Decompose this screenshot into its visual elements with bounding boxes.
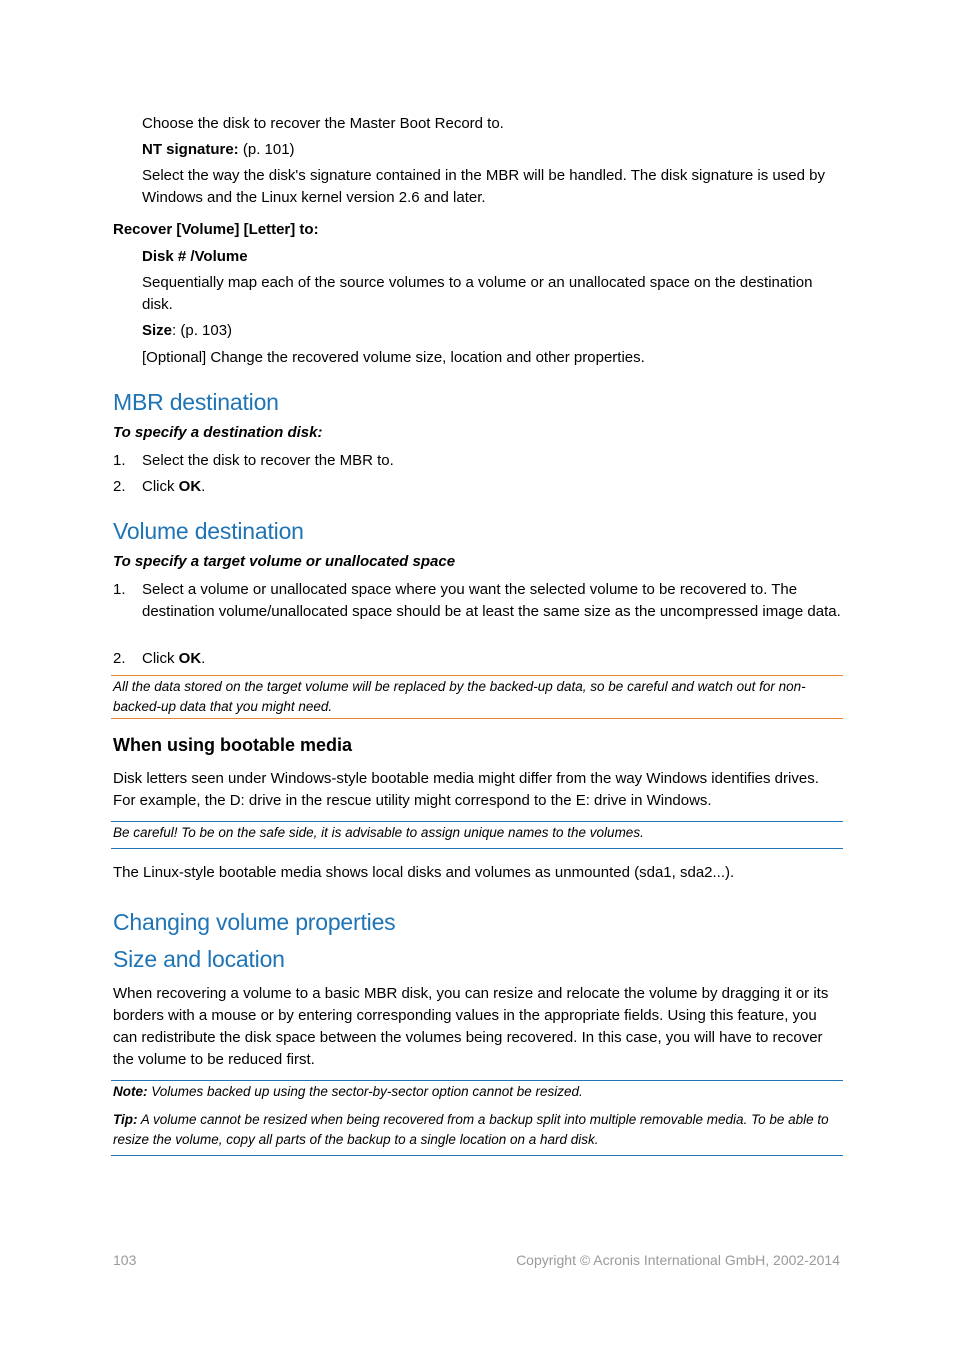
volume-destination-title: Volume destination: [113, 518, 304, 544]
nt-signature-line: [142, 139, 842, 161]
mbr-step-2-post: .: [201, 478, 206, 495]
mbr-step-1-num: 1.: [113, 452, 126, 469]
bootable-note-rule-bottom: [111, 848, 843, 849]
warning-rule-bottom: [111, 718, 843, 719]
tip-rule-bottom: [111, 1155, 843, 1156]
changing-volume-title: Changing volume properties: [113, 909, 396, 935]
nt-signature-label: NT signature:: [142, 141, 239, 158]
volume-step-2-num: 2.: [113, 650, 126, 667]
mbr-destination-title: MBR destination: [113, 389, 279, 415]
mbr-step-1-text: Select the disk to recover the MBR to.: [142, 452, 394, 469]
disk-volume-label: Disk # /Volume: [142, 248, 248, 265]
page-number: 103: [113, 1252, 137, 1268]
bootable-title: When using bootable media: [113, 735, 353, 755]
tip-text: [113, 1110, 843, 1150]
size-desc: [Optional] Change the recovered volume size, location and other properties.: [142, 349, 645, 366]
bootable-desc: Disk letters seen under Windows-style bootable media might differ from the way Windows identifies drives. For example, the D: drive in the rescue utility might correspond to the E: drive in Windows.: [113, 770, 819, 809]
volume-warning: All the data stored on the target volume will be replaced by the backed-up data, so be careful and watch out for non-backed-up data that you might need.: [113, 679, 806, 714]
volume-step-2-pre: Click: [142, 650, 179, 667]
disk-volume-desc: Sequentially map each of the source volumes to a volume or an unallocated space on the destination disk.: [142, 274, 813, 313]
size-ref: : (p. 103): [172, 322, 233, 339]
linux-bootable-text: The Linux-style bootable media shows local disks and volumes as unmounted (sda1, sda2...).: [113, 864, 735, 881]
note-text: [113, 1082, 843, 1102]
bootable-note: Be careful! To be on the safe side, it is advisable to assign unique names to the volumes.: [113, 825, 644, 840]
tip-body: A volume cannot be resized when being recovered from a backup split into multiple removable media. To be able to resize the volume, copy all parts of the backup to a single location on a hard disk.: [113, 1112, 829, 1147]
size-line: [142, 320, 842, 342]
mbr-step-2-ok: OK: [178, 478, 202, 495]
note-rule-top: [111, 1080, 843, 1081]
mbr-step-2-text: [142, 476, 842, 498]
volume-step-1-text: Select a volume or unallocated space where you want the selected volume to be recovered to. The destination volume/unallocated space should be at least the same size as the uncompressed image data.: [142, 581, 841, 620]
volume-step-2-post: .: [201, 650, 206, 667]
volume-step-2-text: [142, 648, 842, 670]
size-location-title: Size and location: [113, 946, 285, 972]
note-label: Note:: [113, 1084, 148, 1099]
mbr-step-2-pre: Click: [142, 478, 179, 495]
note-body: Volumes backed up using the sector-by-sector option cannot be resized.: [147, 1084, 583, 1099]
volume-step-1-num: 1.: [113, 581, 126, 598]
choose-disk-text: Choose the disk to recover the Master Boot Record to.: [142, 115, 504, 132]
volume-subtitle: To specify a target volume or unallocated space: [113, 553, 456, 570]
copyright-text: Copyright © Acronis International GmbH, 2002-2014: [516, 1252, 840, 1268]
tip-label: Tip:: [113, 1112, 138, 1127]
mbr-step-2-num: 2.: [113, 478, 126, 495]
warning-rule-top: [111, 675, 843, 676]
nt-signature-ref: (p. 101): [238, 141, 295, 158]
bootable-note-rule-top: [111, 821, 843, 822]
nt-signature-desc: Select the way the disk's signature contained in the MBR will be handled. The disk signature is used by Windows and the Linux kernel version 2.6 and later.: [142, 167, 825, 206]
size-location-desc: When recovering a volume to a basic MBR disk, you can resize and relocate the volume by dragging it or its borders with a mouse or by entering corresponding values in the appropriate fields. Using this feature, you can redistribute the disk space between the volumes being recovered. In this case, you will have to recover the volume to be reduced first.: [113, 985, 829, 1068]
recover-heading: Recover [Volume] [Letter] to:: [113, 221, 319, 238]
mbr-subtitle: To specify a destination disk:: [113, 424, 323, 441]
size-label: Size: [142, 322, 173, 339]
volume-step-2-ok: OK: [178, 650, 202, 667]
